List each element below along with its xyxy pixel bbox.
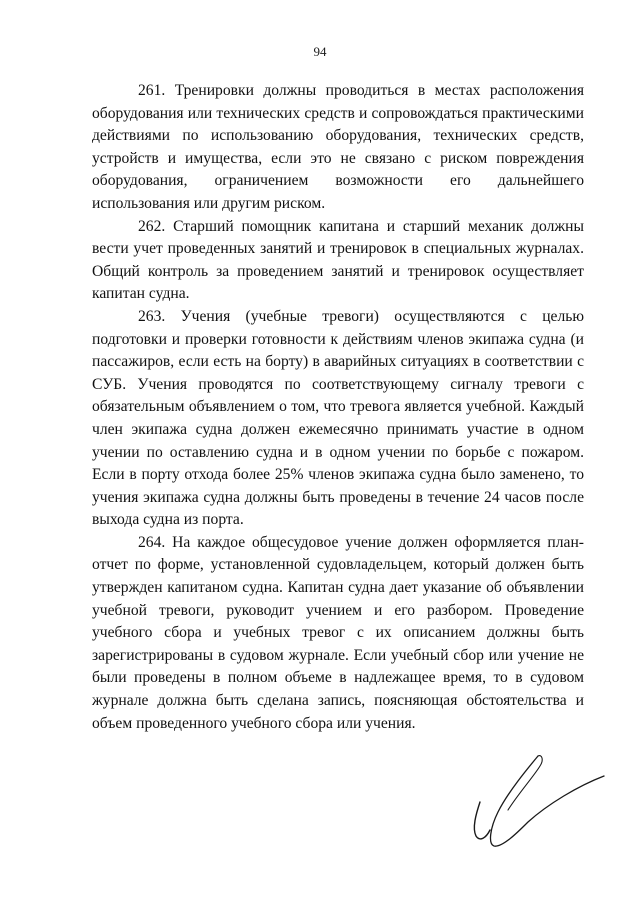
document-body: [92, 80, 584, 735]
page-number: 94: [313, 44, 327, 59]
handwritten-signature: [468, 752, 608, 857]
paragraph-261: 261. Тренировки должны проводиться в местах расположения оборудования или технических средств и сопровождаться практическими действиями по использованию оборудования, технических средств, устройств и имущества, если это не связано с риском повреждения оборудования, ограничением возможности его дальнейшего использования или другим риском.: [92, 82, 584, 212]
paragraph-264: 264. На каждое общесудовое учение должен оформляется план-отчет по форме, установленной судовладельцем, который должен быть утвержден капитаном судна. Капитан судна дает указание об объявлении учебной тревоги, руководит учением и его разбором. Проведение учебного сбора и учебных тревог с их описанием должны быть зарегистрированы в судовом журнале. Если учебный сбор или учение не были проведены в полном объеме в надлежащее время, то в судовом журнале должна быть сделана запись, поясняющая обстоятельства и объем проведенного учебного сбора или учения.: [92, 533, 584, 732]
paragraph-262: 262. Старший помощник капитана и старший механик должны вести учет проведенных занятий и тренировок в специальных журналах. Общий контроль за проведением занятий и тренировок осуществляет капитан судна.: [92, 217, 584, 303]
paragraph-263: 263. Учения (учебные тревоги) осуществляются с целью подготовки и проверки готовности к действиям членов экипажа судна (и пассажиров, если есть на борту) в аварийных ситуациях в соответствии с СУБ. Учения проводятся по соответствующему сигналу тревоги с обязательным объявлением о том, что тревога является учебной. Каждый член экипажа судна должен ежемесячно принимать участие в одном учении по оставлению судна и в одном учении по борьбе с пожаром. Если в порту отхода более 25% членов экипажа судна было заменено, то учения экипажа судна должны быть проведены в течение 24 часов после выхода судна из порта.: [92, 307, 584, 529]
